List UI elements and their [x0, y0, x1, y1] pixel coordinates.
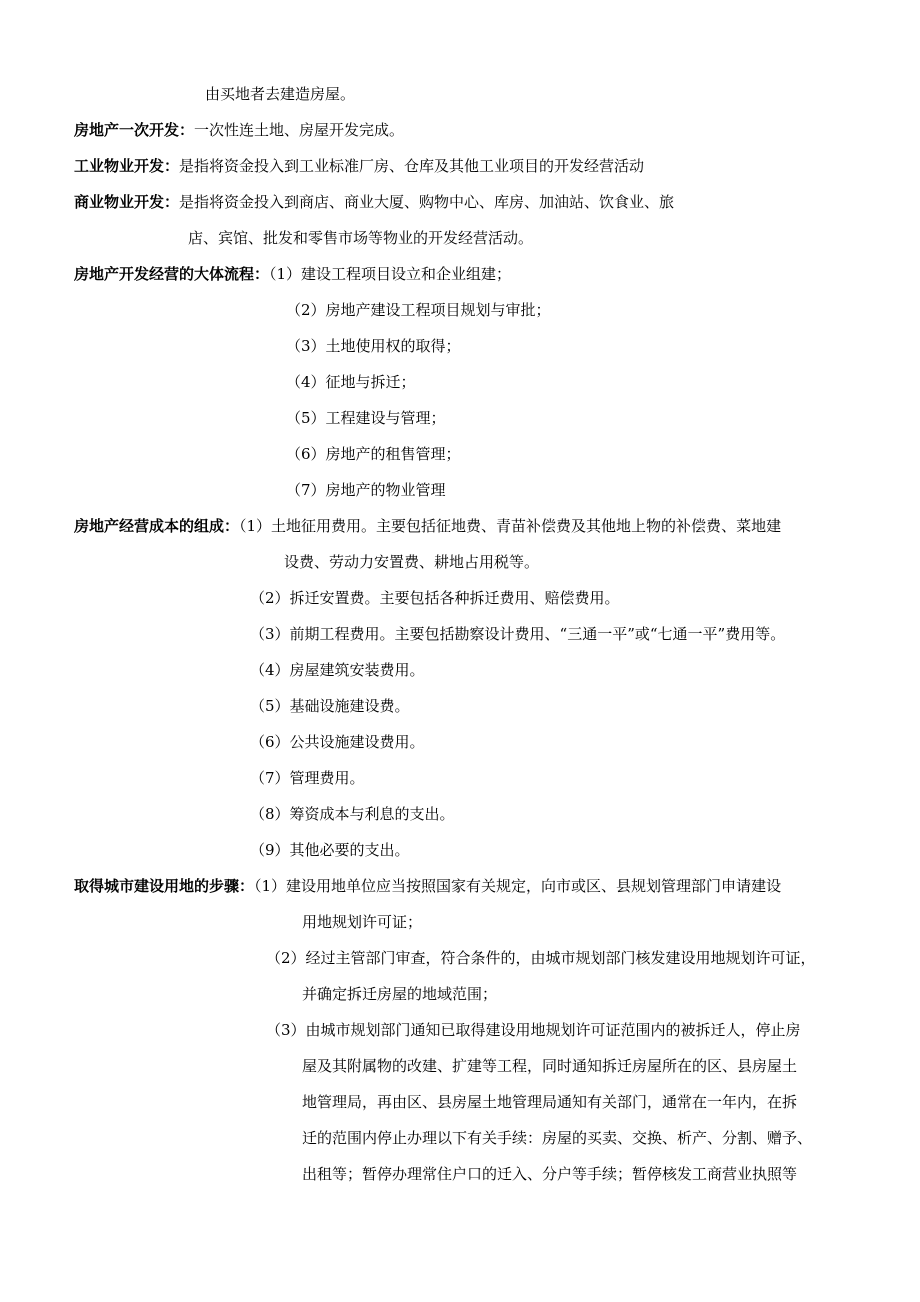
- process-item: （6）房地产的租售管理；: [286, 445, 461, 463]
- process-item: （3）土地使用权的取得；: [286, 337, 461, 355]
- costs-item: （7）管理费用。: [250, 769, 365, 787]
- costs-item: （1）土地征用费用。主要包括征地费、青苗补偿费及其他地上物的补偿费、菜地建: [239, 517, 782, 535]
- costs-item: （8）筹资成本与利息的支出。: [250, 805, 455, 823]
- process-item: （7）房地产的物业管理: [286, 481, 446, 499]
- costs-item: （3）前期工程费用。主要包括勘察设计费用、“三通一平”或“七通一平”费用等。: [250, 625, 786, 643]
- primary-dev-term: 房地产一次开发：: [74, 121, 195, 139]
- commercial-dev-definition-cont: 店、宾馆、批发和零售市场等物业的开发经营活动。: [188, 229, 534, 247]
- intro-tail-text: 由买地者去建造房屋。: [205, 85, 356, 103]
- commercial-dev-definition: 是指将资金投入到商店、商业大厦、购物中心、库房、加油站、饮食业、旅: [179, 193, 675, 211]
- costs-item-cont: 设费、劳动力安置费、耕地占用税等。: [284, 553, 540, 571]
- land-steps-entry: [74, 876, 781, 896]
- costs-item: （5）基础设施建设费。: [250, 697, 410, 715]
- costs-term: 房地产经营成本的组成：: [74, 517, 240, 535]
- process-item: （5）工程建设与管理；: [286, 409, 446, 427]
- land-steps-term: 取得城市建设用地的步骤：: [74, 877, 255, 895]
- process-item: （4）征地与拆迁；: [286, 373, 416, 391]
- land-step-cont: 用地规划许可证；: [302, 913, 423, 931]
- process-term: 房地产开发经营的大体流程：: [74, 265, 270, 283]
- land-step-cont: 迁的范围内停止办理以下有关手续：房屋的买卖、交换、析产、分割、赠予、: [302, 1129, 813, 1147]
- land-step: （2）经过主管部门审查，符合条件的，由城市规划部门核发建设用地规划许可证，: [266, 949, 816, 967]
- costs-item: （6）公共设施建设费用。: [250, 733, 425, 751]
- industrial-dev-definition: 是指将资金投入到工业标准厂房、仓库及其他工业项目的开发经营活动: [179, 157, 645, 175]
- land-step-cont: 地管理局，再由区、县房屋土地管理局通知有关部门，通常在一年内，在拆: [302, 1093, 798, 1111]
- primary-dev-definition: 一次性连土地、房屋开发完成。: [194, 121, 405, 139]
- process-item: （2）房地产建设工程项目规划与审批；: [286, 301, 551, 319]
- costs-item: （9）其他必要的支出。: [250, 841, 410, 859]
- industrial-dev-entry: [74, 156, 644, 176]
- commercial-dev-term: 商业物业开发：: [74, 193, 180, 211]
- process-entry: [74, 264, 511, 284]
- industrial-dev-term: 工业物业开发：: [74, 157, 180, 175]
- land-step: （3）由城市规划部门通知已取得建设用地规划许可证范围内的被拆迁人，停止房: [266, 1021, 801, 1039]
- costs-item: （2）拆迁安置费。主要包括各种拆迁费用、赔偿费用。: [250, 589, 620, 607]
- costs-item: （4）房屋建筑安装费用。: [250, 661, 425, 679]
- land-step-cont: 并确定拆迁房屋的地域范围；: [302, 985, 498, 1003]
- costs-entry: [74, 516, 781, 536]
- land-step: （1）建设用地单位应当按照国家有关规定，向市或区、县规划管理部门申请建设: [254, 877, 782, 895]
- primary-dev-entry: [74, 120, 404, 140]
- land-step-cont: 出租等；暂停办理常住户口的迁入、分户等手续；暂停核发工商营业执照等: [302, 1165, 798, 1183]
- process-item: （1）建设工程项目设立和企业组建；: [269, 265, 512, 283]
- land-step-cont: 屋及其附属物的改建、扩建等工程，同时通知拆迁房屋所在的区、县房屋土: [302, 1057, 798, 1075]
- commercial-dev-entry: [74, 192, 674, 212]
